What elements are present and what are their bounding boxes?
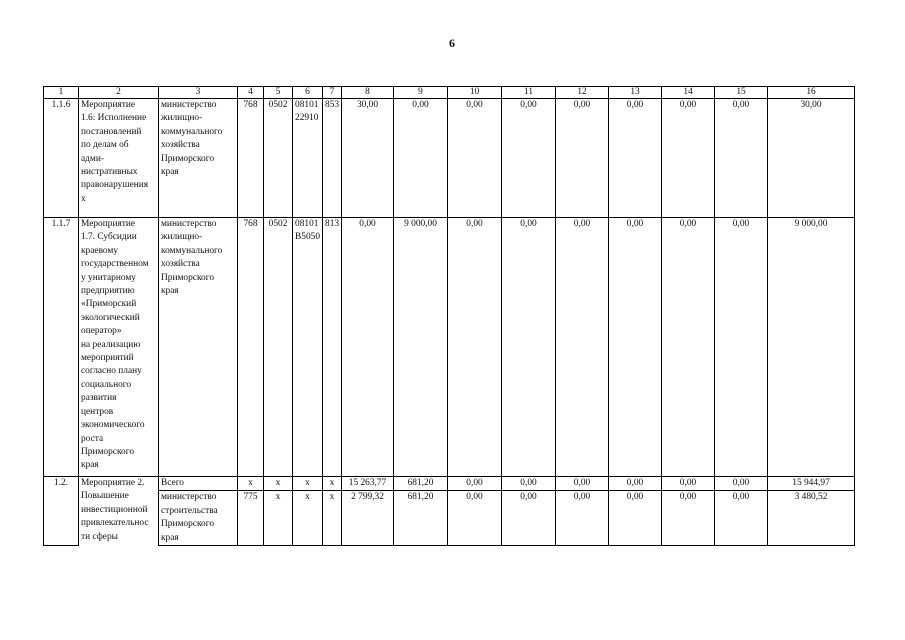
cell-col4: 768: [238, 99, 264, 218]
col-header: 2: [79, 87, 159, 99]
cell-col10: 0,00: [448, 477, 502, 491]
cell-col4: х: [238, 477, 264, 491]
cell-col15: 0,00: [715, 99, 768, 218]
cell-col14: 0,00: [662, 218, 715, 477]
cell-col7: 813: [323, 218, 342, 477]
col-header: 1: [44, 87, 79, 99]
cell-col11: 0,00: [502, 491, 556, 546]
cell-col16: 3 480,52: [768, 491, 855, 546]
cell-col10: 0,00: [448, 491, 502, 546]
cell-col5: 0502: [264, 99, 293, 218]
cell-col4: 775: [238, 491, 264, 546]
row-number: 1.1.7: [44, 218, 79, 477]
cell-col8: 15 263,77: [342, 477, 394, 491]
cell-col5: х: [264, 491, 293, 546]
col-header: 16: [768, 87, 855, 99]
cell-col7: х: [323, 477, 342, 491]
cell-col11: 0,00: [502, 99, 556, 218]
col-header: 7: [323, 87, 342, 99]
col-header: 9: [394, 87, 448, 99]
measure-name: Мероприятие 1.7. Субсидии краевому государственном у унитарному предприятию «Приморский экологический оператор» на реализацию мероприятий согласно плану социального развития центров экономического роста Приморского края: [79, 218, 159, 477]
executor: министерство жилищно- коммунального хозяйства Приморского края: [159, 218, 238, 477]
col-header: 5: [264, 87, 293, 99]
cell-col15: 0,00: [715, 218, 768, 477]
cell-col11: 0,00: [502, 218, 556, 477]
cell-col10: 0,00: [448, 218, 502, 477]
cell-col10: 0,00: [448, 99, 502, 218]
cell-col9: 9 000,00: [394, 218, 448, 477]
table-row: [44, 99, 855, 218]
budget-table: [43, 86, 855, 546]
col-header: 3: [159, 87, 238, 99]
measure-name: Мероприятие 1.6: Исполнение постановлений по делам об адми- нистративных правонарушения х: [79, 99, 159, 218]
cell-col9: 681,20: [394, 477, 448, 491]
cell-col14: 0,00: [662, 491, 715, 546]
col-header: 8: [342, 87, 394, 99]
col-header: 12: [556, 87, 609, 99]
cell-col8: 30,00: [342, 99, 394, 218]
table-row-total: [44, 477, 855, 491]
cell-col8: 0,00: [342, 218, 394, 477]
cell-col5: х: [264, 477, 293, 491]
measure-name: Мероприятие 2. Повышение инвестиционной привлекательнос ти сферы: [79, 477, 159, 546]
cell-col13: 0,00: [609, 477, 662, 491]
col-header: 11: [502, 87, 556, 99]
executor-total: Всего: [159, 477, 238, 491]
cell-col9: 0,00: [394, 99, 448, 218]
cell-col11: 0,00: [502, 477, 556, 491]
cell-col5: 0502: [264, 218, 293, 477]
col-header: 15: [715, 87, 768, 99]
cell-col16: 30,00: [768, 99, 855, 218]
cell-col14: 0,00: [662, 477, 715, 491]
header-row: [44, 87, 855, 99]
col-header: 4: [238, 87, 264, 99]
cell-col6: 08101 22910: [293, 99, 323, 218]
cell-col13: 0,00: [609, 218, 662, 477]
cell-col12: 0,00: [556, 218, 609, 477]
col-header: 10: [448, 87, 502, 99]
executor: министерство жилищно- коммунального хозяйства Приморского края: [159, 99, 238, 218]
executor: министерство строительства Приморского края: [159, 491, 238, 546]
col-header: 6: [293, 87, 323, 99]
cell-col6: х: [293, 477, 323, 491]
table-row: [44, 218, 855, 477]
cell-col7: 853: [323, 99, 342, 218]
table-row: [44, 491, 855, 546]
page-number: 6: [449, 36, 455, 50]
col-header: 13: [609, 87, 662, 99]
cell-col13: 0,00: [609, 99, 662, 218]
cell-col16: 9 000,00: [768, 218, 855, 477]
cell-col12: 0,00: [556, 491, 609, 546]
cell-col7: х: [323, 491, 342, 546]
cell-col6: 08101 B5050: [293, 218, 323, 477]
cell-col12: 0,00: [556, 477, 609, 491]
cell-col13: 0,00: [609, 491, 662, 546]
row-number-empty: [44, 491, 79, 546]
cell-col15: 0,00: [715, 491, 768, 546]
cell-col16: 15 944,97: [768, 477, 855, 491]
row-number: 1.2.: [44, 477, 79, 491]
col-header: 14: [662, 87, 715, 99]
cell-col15: 0,00: [715, 477, 768, 491]
cell-col6: х: [293, 491, 323, 546]
cell-col12: 0,00: [556, 99, 609, 218]
cell-col9: 681,20: [394, 491, 448, 546]
row-number: 1.1.6: [44, 99, 79, 218]
cell-col4: 768: [238, 218, 264, 477]
cell-col8: 2 799,32: [342, 491, 394, 546]
cell-col14: 0,00: [662, 99, 715, 218]
